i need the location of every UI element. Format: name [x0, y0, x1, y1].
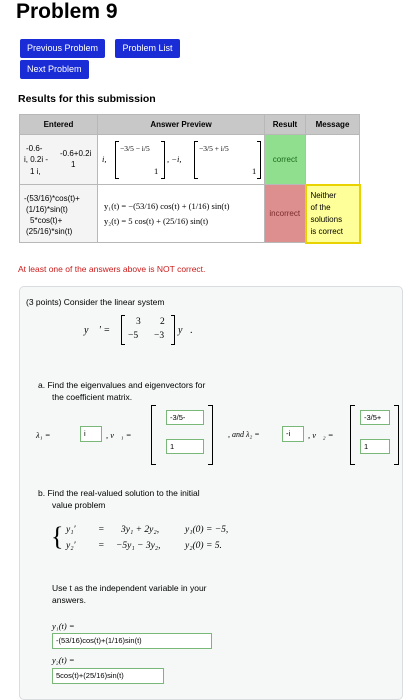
- row1-answer-preview: i, −3/5 − i/5 1 , −i, −3/5 + i/5 1: [98, 135, 265, 185]
- use-t-line2: answers.: [52, 595, 87, 605]
- row1-message: [306, 135, 360, 185]
- results-title: Results for this submission: [18, 93, 156, 105]
- row2-message: Neither of the solutions is correct: [306, 185, 360, 243]
- part-a-line1: a. Find the eigenvalues and eigenvectors for: [38, 380, 206, 390]
- problem-list-button[interactable]: Problem List: [115, 39, 179, 58]
- next-problem-button[interactable]: Next Problem: [20, 60, 89, 79]
- results-table: [19, 114, 361, 244]
- part-b-line1: b. Find the real-valued solution to the initial: [38, 488, 200, 498]
- row1-result: correct: [265, 135, 306, 185]
- system-brace: {: [51, 522, 64, 551]
- y2-label: y₂(t) =: [52, 655, 75, 665]
- use-t-line1: Use t as the independent variable in your: [52, 583, 207, 593]
- v2-label: , v⃗₂ =: [308, 430, 334, 440]
- row2-entered: -(53/16)*cos(t)+ (1/16)*sin(t) 5*cos(t)+ (25/16)*sin(t): [20, 185, 98, 243]
- problem-intro: (3 points) Consider the linear system: [26, 297, 165, 307]
- v1-bottom-input[interactable]: 1: [166, 439, 204, 454]
- lambda1-input[interactable]: i: [80, 426, 102, 442]
- previous-problem-button[interactable]: Previous Problem: [20, 39, 105, 58]
- header-answer-preview: Answer Preview: [98, 115, 265, 135]
- warning-message: At least one of the answers above is NOT correct.: [18, 264, 206, 274]
- part-b-line2: value problem: [52, 500, 106, 510]
- row2-answer-preview: y₁(t) = −(53/16) cos(t) + (1/16) sin(t) y₂(t) = 5 cos(t) + (25/16) sin(t): [98, 185, 265, 243]
- header-result: Result: [265, 115, 306, 135]
- v1-top-input[interactable]: -3/5-: [166, 410, 204, 425]
- v2-top-input[interactable]: -3/5+: [360, 410, 390, 425]
- nav-row-top: [20, 38, 180, 58]
- matrix-left-bracket: [121, 315, 125, 345]
- header-entered: Entered: [20, 115, 98, 135]
- y1-input[interactable]: -(53/16)cos(t)+(1/16)sin(t): [52, 633, 212, 649]
- lambda1-label: λ₁ =: [36, 430, 51, 440]
- row1-entered: -0.6- i, 0.2i - 1 i, -0.6+0.2i 1: [20, 135, 98, 185]
- system-rhs: y⃗.: [178, 325, 193, 336]
- y1-label: y₁(t) =: [52, 621, 75, 631]
- lambda2-input[interactable]: -i: [282, 426, 304, 442]
- problem-box: (3 points) Consider the linear system y⃗ ′ = 3 2 −5 −3 y⃗. a. Find the eigenvalues and eigenvectors for the coefficient matrix. λ₁ = i , v⃗₁ = -3/5- 1 , and λ₂ = -i , v⃗₂ = -3/5+ 1 b. Find the real-valued solution to the initial value problem { y₁′ = 3y₁ + 2y₂, y₁(0) = −5, y₂′ = −5y₁ − 3y₂, y₂(0) = 5. Use t as the independent variable in your answers. y₁(t) = -(53/16)cos(t)+(1/16)sin(t) y₂(t) = 5cos(t)+(25/16)sin(t): [19, 286, 403, 700]
- row2-result: incorrect: [265, 185, 306, 243]
- page-title: Problem 9: [16, 0, 118, 23]
- v2-bottom-input[interactable]: 1: [360, 439, 390, 454]
- part-a-line2: the coefficient matrix.: [52, 392, 133, 402]
- lambda2-label: , and λ₂ =: [228, 430, 260, 439]
- header-message: Message: [306, 115, 360, 135]
- matrix-right-bracket: [171, 315, 175, 345]
- v1-label: , v⃗₁ =: [106, 430, 132, 440]
- system-lhs: y⃗ ′ =: [84, 325, 111, 336]
- y2-input[interactable]: 5cos(t)+(25/16)sin(t): [52, 668, 164, 684]
- nav-row-bottom: [20, 59, 89, 79]
